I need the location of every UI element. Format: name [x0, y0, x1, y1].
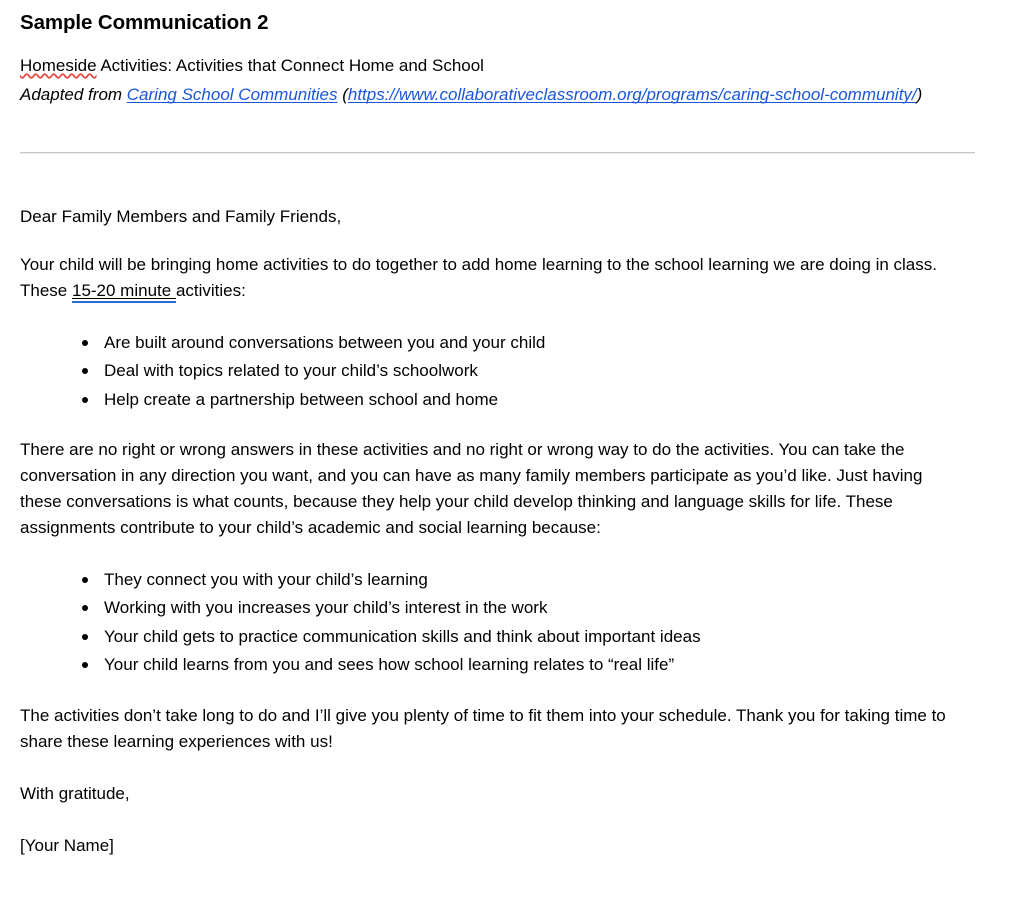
- list-item: They connect you with your child’s learning: [82, 567, 960, 593]
- list-item: Your child learns from you and sees how school learning relates to “real life”: [82, 652, 960, 678]
- list-item: Are built around conversations between you and your child: [82, 330, 960, 356]
- document-body: [20, 204, 960, 858]
- attribution-prefix: Adapted from: [20, 84, 127, 104]
- source-url-link[interactable]: https://www.collaborativeclassroom.org/programs/caring-school-community/: [347, 84, 917, 104]
- bullet-list-second: [20, 567, 960, 678]
- salutation: Dear Family Members and Family Friends,: [20, 207, 342, 227]
- list-item: Your child gets to practice communication skills and think about important ideas: [82, 624, 960, 650]
- section-divider: [20, 152, 975, 153]
- attribution-open-paren: (: [337, 84, 348, 104]
- closing-paragraph: The activities don’t take long to do and I’ll give you plenty of time to fit them into your schedule. Thank you for taking time to share these learning experiences with us!: [20, 705, 946, 751]
- bullet-list-first: [20, 330, 960, 413]
- document-subtitle-rest: Activities: Activities that Connect Home and School: [96, 55, 484, 75]
- signature-placeholder: [Your Name]: [20, 835, 114, 855]
- intro-after: activities:: [175, 281, 246, 301]
- spellcheck-word[interactable]: Homeside: [20, 55, 97, 75]
- source-link[interactable]: Caring School Communities: [126, 84, 338, 104]
- intro-paragraph: [20, 252, 960, 304]
- attribution-line: [20, 80, 950, 109]
- document-subtitle: [20, 51, 978, 80]
- list-item: Deal with topics related to your child’s schoolwork: [82, 358, 960, 384]
- intro-emphasis[interactable]: 15-20 minute: [72, 281, 176, 303]
- middle-paragraph: There are no right or wrong answers in these activities and no right or wrong way to do the activities. You can take the conversation in any direction you want, and you can have as many family members participate as you’d like. Just having these conversations is what counts, because they help your child develop thinking and language skills for life. These assignments contribute to your child’s academic and social learning because:: [20, 440, 923, 538]
- page-title: Sample Communication 2: [20, 11, 269, 34]
- list-item: Help create a partnership between school and home: [82, 387, 960, 413]
- attribution-close-paren: ): [916, 84, 923, 104]
- intro-before: Your child will be bringing home activities to do together to add home learning to the school learning we are doing in class. These: [20, 255, 937, 301]
- list-item: Working with you increases your child’s interest in the work: [82, 595, 960, 621]
- signoff: With gratitude,: [20, 783, 130, 803]
